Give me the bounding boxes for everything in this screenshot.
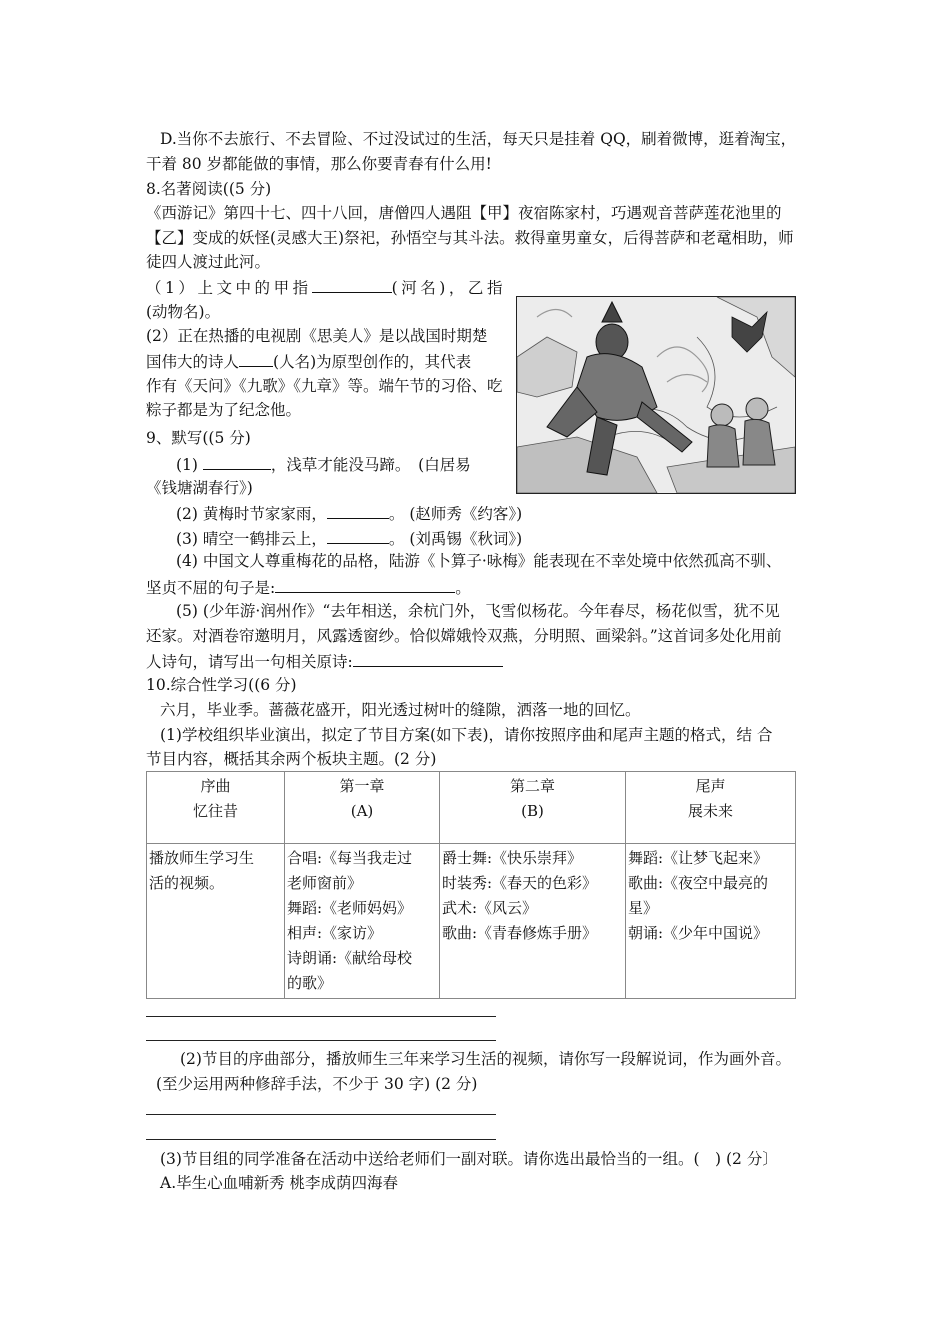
program-line: 舞蹈:《让梦飞起来》 xyxy=(628,849,769,867)
header-prelude xyxy=(147,772,285,844)
q10-sub3: (3)节目组的同学准备在活动中送给老师们一副对联。请你选出最恰当的一组。( ) (2 分〕 xyxy=(160,1150,778,1168)
q9-item4-text: 坚贞不屈的句子是: xyxy=(146,579,276,597)
program-table-header-row xyxy=(147,772,796,844)
q8-sub1-text-b: (河名)，乙指 xyxy=(391,279,506,297)
q8-intro-line1: 《西游记》第四十七、四十八回，唐僧四人遇阻【甲】夜宿陈家村，巧遇观音菩萨莲花池里的 xyxy=(146,204,782,222)
header-epilogue xyxy=(626,772,796,844)
header-chapter-1-theme-blank[interactable]: (A) xyxy=(350,802,374,820)
program-line: 合唱:《每当我走过 xyxy=(287,849,413,867)
program-line: 时装秀:《春天的色彩》 xyxy=(442,874,598,892)
program-line: 活的视频。 xyxy=(149,874,225,892)
q9-item1-blank[interactable] xyxy=(203,451,271,470)
q8-sub2-line1: (2）正在热播的电视剧《思美人》是以战国时期楚 xyxy=(146,327,488,345)
journey-to-the-west-illustration-icon xyxy=(517,297,795,493)
program-line: 播放师生学习生 xyxy=(149,849,255,867)
q8-sub2-blank-poet[interactable] xyxy=(239,348,273,367)
q9-item5-line2: 还家。对酒卷帘邀明月，风露透窗纱。恰似嫦娥怜双燕，分明照、画梁斜。”这首词多处化用前 xyxy=(146,627,782,645)
q8-heading: 8.名著阅读((5 分) xyxy=(146,180,272,198)
q9-item1-text: ，浅草才能没马蹄。 (白居易 xyxy=(270,456,471,474)
q9-item3-blank[interactable] xyxy=(327,525,389,544)
illustration-figure xyxy=(516,296,796,494)
header-epilogue-label: 尾声 xyxy=(695,777,726,795)
program-line: 朝诵:《少年中国说》 xyxy=(628,924,769,942)
q8-intro-line3: 徒四人渡过此河。 xyxy=(146,253,271,271)
q8-sub2-line4: 粽子都是为了纪念他。 xyxy=(146,401,302,419)
q9-item2-source: 。 (赵师秀《约客》) xyxy=(388,505,523,523)
q8-subquestions xyxy=(146,274,506,422)
q10-heading: 10.综合性学习((6 分) xyxy=(146,676,297,694)
answer-line-1[interactable] xyxy=(146,1016,496,1017)
q9-item5-line3: 人诗句，请写出一句相关原诗: xyxy=(146,653,353,671)
q9-item4-blank[interactable] xyxy=(275,574,455,593)
answer-line-4[interactable] xyxy=(146,1139,496,1140)
program-line: 歌曲:《夜空中最亮的 xyxy=(628,874,769,892)
q9-item4-line1: (4) 中国文人尊重梅花的品格，陆游《卜算子·咏梅》能表现在不幸处境中依然孤高不驯、 xyxy=(176,552,782,570)
q9-item1-label: (1) xyxy=(176,456,198,474)
header-chapter-1-label: 第一章 xyxy=(339,777,385,795)
q8-sub1-text-a: （1）上文中的甲指 xyxy=(146,279,312,297)
header-epilogue-theme: 展未来 xyxy=(687,802,733,820)
q9-heading: 9、默写((5 分) xyxy=(146,429,251,447)
q8-intro-line2: 【乙】变成的妖怪(灵感大王)祭祀，孙悟空与其斗法。救得童男童女，后得菩萨和老鼋相助，师 xyxy=(146,229,794,247)
header-prelude-theme: 忆往昔 xyxy=(192,802,238,820)
answer-line-2[interactable] xyxy=(146,1040,496,1041)
header-chapter-2 xyxy=(440,772,626,844)
cell-chapter-1-content xyxy=(285,844,440,999)
q9-item1-source: 《钱塘湖春行》) xyxy=(146,479,253,497)
program-line: 歌曲:《青春修炼手册》 xyxy=(442,924,598,942)
program-line: 相声:《家访》 xyxy=(287,924,383,942)
q8-sub1-blank-jia[interactable] xyxy=(312,274,392,293)
program-line: 舞蹈:《老师妈妈》 xyxy=(287,899,413,917)
q9-item5-line1: (5) (少年游·润州作》“去年相送，余杭门外，飞雪似杨花。今年春尽，杨花似雪，犹不见 xyxy=(176,602,780,620)
program-line: 老师窗前》 xyxy=(287,874,363,892)
answer-line-3[interactable] xyxy=(146,1114,496,1115)
cell-epilogue-content xyxy=(626,844,796,999)
q10-sub1-line1: (1)学校组织毕业演出，拟定了节目方案(如下表)，请你按照序曲和尾声主题的格式，结 合 xyxy=(160,726,773,744)
program-table xyxy=(146,771,796,999)
q10-sub2-line1: (2)节目的序曲部分，播放师生三年来学习生活的视频，请你写一段解说词，作为画外音。 xyxy=(180,1050,791,1068)
program-line: 的歌》 xyxy=(287,974,333,992)
program-line: 爵士舞:《快乐崇拜》 xyxy=(442,849,583,867)
q9-item4-end: 。 xyxy=(455,579,471,597)
q8-sub2-line3: 作有《天问》《九歌》《九章》等。端午节的习俗、吃 xyxy=(146,377,503,395)
program-line: 诗朗诵:《献给母校 xyxy=(287,949,413,967)
cell-prelude-content xyxy=(147,844,285,999)
q9-item5-blank[interactable] xyxy=(353,648,503,667)
q10-sub2-line2: (至少运用两种修辞手法，不少于 30 字) (2 分) xyxy=(156,1075,478,1093)
q7-option-d-line2: 干着 80 岁都能做的事情，那么你要青春有什么用! xyxy=(146,155,492,173)
q9-item3-source: 。 (刘禹锡《秋词》) xyxy=(388,530,523,548)
q10-sub1-line2: 节目内容，概括其余两个板块主题。(2 分) xyxy=(146,750,437,768)
q9-item2-blank[interactable] xyxy=(327,500,389,519)
header-prelude-label: 序曲 xyxy=(200,777,231,795)
header-chapter-2-label: 第二章 xyxy=(509,777,555,795)
q8-sub2-text-a: 国伟大的诗人 xyxy=(146,353,240,371)
header-chapter-2-theme-blank[interactable]: (B) xyxy=(521,802,544,820)
program-line: 星》 xyxy=(628,899,659,917)
q8-sub2-text-b: (人名)为原型创作的，其代表 xyxy=(273,353,472,371)
q10-sub3-option-a[interactable]: A.毕生心血哺新秀 桃李成荫四海春 xyxy=(160,1174,399,1192)
q10-intro: 六月，毕业季。蔷薇花盛开，阳光透过树叶的缝隙，洒落一地的回忆。 xyxy=(160,701,641,719)
cell-chapter-2-content xyxy=(440,844,626,999)
q9-item2-text: (2) 黄梅时节家家雨， xyxy=(176,505,327,523)
header-chapter-1 xyxy=(285,772,440,844)
q8-sub1-text-c: (动物名)。 xyxy=(146,303,221,321)
program-table-body-row xyxy=(147,844,796,999)
program-line: 武术:《风云》 xyxy=(442,899,538,917)
q9-item3-text: (3) 晴空一鹤排云上， xyxy=(176,530,327,548)
q7-option-d-line1: D.当你不去旅行、不去冒险、不过没试过的生活，每天只是挂着 QQ，刷着微博，逛着淘宝， xyxy=(160,130,797,148)
